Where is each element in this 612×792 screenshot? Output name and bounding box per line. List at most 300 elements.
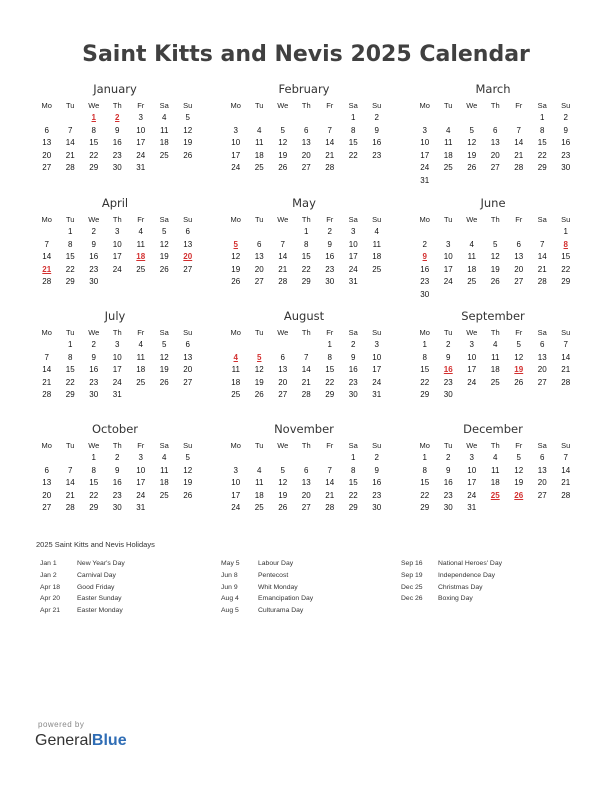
holiday-date: Jun 8 xyxy=(221,571,238,579)
day-cell: 6 xyxy=(304,465,309,475)
day-cell: 29 xyxy=(348,503,358,513)
day-cell: 18 xyxy=(159,478,169,488)
day-cell: 5 xyxy=(185,113,190,122)
day-cell: 11 xyxy=(372,239,381,249)
day-cell: 20 xyxy=(42,490,52,500)
empty-day-cell xyxy=(413,226,437,239)
day-cell: 12 xyxy=(490,252,500,262)
day-cell: 30 xyxy=(348,390,358,400)
month-days-grid xyxy=(35,439,195,515)
weekday-header: Fr xyxy=(326,328,334,337)
day-cell: 27 xyxy=(301,163,311,173)
holiday-row xyxy=(401,558,502,570)
weekday-header: We xyxy=(277,328,289,337)
day-cell: 18 xyxy=(159,138,169,148)
holiday-name: Carnival Day xyxy=(77,571,116,579)
day-cell: 3 xyxy=(374,340,379,349)
weekday-header: Fr xyxy=(137,441,145,450)
day-cell: 2 xyxy=(422,239,427,249)
weekday-header: Su xyxy=(183,441,193,450)
holidays-title: 2025 Saint Kitts and Nevis Holidays xyxy=(36,540,155,549)
weekday-header: Th xyxy=(112,215,122,224)
day-cell: 3 xyxy=(422,125,427,135)
day-cell: 26 xyxy=(490,277,500,287)
day-cell: 21 xyxy=(325,150,335,160)
day-cell: 14 xyxy=(42,365,52,375)
day-cell: 9 xyxy=(115,125,120,135)
day-cell: 12 xyxy=(514,465,524,475)
day-cell: 10 xyxy=(231,138,241,148)
day-cell: 18 xyxy=(490,365,500,375)
day-cell: 13 xyxy=(537,352,547,362)
weekday-header: Su xyxy=(372,101,382,110)
weekday-header: Su xyxy=(561,328,571,337)
day-cell: 30 xyxy=(112,163,122,173)
day-cell: 29 xyxy=(65,277,75,287)
day-cell: 25 xyxy=(159,150,169,160)
day-cell: 7 xyxy=(563,340,568,349)
day-cell: 17 xyxy=(348,252,358,262)
day-cell: 6 xyxy=(304,125,309,135)
weekday-header: Mo xyxy=(419,215,430,224)
day-cell: 20 xyxy=(42,150,52,160)
day-cell: 19 xyxy=(514,478,524,488)
holiday-day-cell: 5 xyxy=(233,239,238,249)
day-cell: 26 xyxy=(159,264,169,274)
weekday-header: Su xyxy=(183,215,193,224)
day-cell: 14 xyxy=(561,352,571,362)
holiday-day-cell: 9 xyxy=(422,252,427,262)
day-cell: 25 xyxy=(490,377,500,387)
holiday-row xyxy=(40,605,125,617)
day-cell: 6 xyxy=(540,453,545,462)
day-cell: 19 xyxy=(254,377,264,387)
day-cell: 8 xyxy=(422,352,427,362)
weekday-header: Mo xyxy=(41,215,52,224)
empty-day-cell xyxy=(318,452,342,465)
weekday-header: Fr xyxy=(137,101,145,110)
day-cell: 21 xyxy=(301,377,311,387)
weekday-header: Mo xyxy=(419,101,430,110)
day-cell: 29 xyxy=(561,277,571,287)
day-cell: 4 xyxy=(493,453,498,462)
weekday-header: Fr xyxy=(137,328,145,337)
day-cell: 21 xyxy=(514,150,524,160)
day-cell: 16 xyxy=(372,478,382,488)
day-cell: 19 xyxy=(183,138,193,148)
month-name: December xyxy=(463,422,523,436)
day-cell: 8 xyxy=(68,239,73,249)
month-days-grid xyxy=(224,439,384,515)
day-cell: 1 xyxy=(304,227,309,236)
holiday-name: Pentecost xyxy=(258,571,289,579)
month-days-grid xyxy=(413,213,573,302)
day-cell: 16 xyxy=(443,478,453,488)
day-cell: 25 xyxy=(231,390,241,400)
day-cell: 17 xyxy=(420,150,430,160)
weekday-header: Tu xyxy=(66,101,75,110)
day-cell: 12 xyxy=(183,465,193,475)
weekday-header: Fr xyxy=(326,101,334,110)
day-cell: 27 xyxy=(537,377,547,387)
day-cell: 23 xyxy=(561,150,571,160)
day-cell: 25 xyxy=(254,163,264,173)
month-block xyxy=(413,196,573,302)
month-days-grid xyxy=(413,439,573,515)
weekday-header: Sa xyxy=(537,215,547,224)
weekday-header: Mo xyxy=(230,441,241,450)
day-cell: 16 xyxy=(89,252,99,262)
day-cell: 27 xyxy=(42,163,52,173)
day-cell: 20 xyxy=(301,150,311,160)
holiday-date: Apr 18 xyxy=(40,583,61,591)
empty-day-cell xyxy=(271,226,295,239)
weekday-header: Tu xyxy=(66,215,75,224)
day-cell: 15 xyxy=(301,252,311,262)
day-cell: 16 xyxy=(420,264,430,274)
day-cell: 3 xyxy=(138,113,143,122)
day-cell: 20 xyxy=(301,490,311,500)
day-cell: 29 xyxy=(325,390,335,400)
day-cell: 12 xyxy=(183,125,193,135)
day-cell: 25 xyxy=(136,377,146,387)
weekday-header: Su xyxy=(561,215,571,224)
day-cell: 4 xyxy=(162,113,167,122)
day-cell: 30 xyxy=(325,277,335,287)
month-block xyxy=(35,422,195,515)
day-cell: 7 xyxy=(68,125,73,135)
weekday-header: Su xyxy=(372,215,382,224)
day-cell: 2 xyxy=(327,227,332,236)
weekday-header: Su xyxy=(183,328,193,337)
holiday-row xyxy=(401,593,502,605)
empty-day-cell xyxy=(295,452,319,465)
day-cell: 28 xyxy=(278,277,288,287)
day-cell: 15 xyxy=(89,138,99,148)
month-block xyxy=(413,309,573,402)
holiday-date: Apr 20 xyxy=(40,595,61,603)
day-cell: 30 xyxy=(561,163,571,173)
day-cell: 13 xyxy=(183,239,193,249)
day-cell: 23 xyxy=(443,377,453,387)
day-cell: 29 xyxy=(301,277,311,287)
powered-by-label: powered by xyxy=(38,720,85,729)
day-cell: 4 xyxy=(469,239,474,249)
day-cell: 18 xyxy=(136,365,146,375)
day-cell: 22 xyxy=(65,264,75,274)
day-cell: 15 xyxy=(537,138,547,148)
day-cell: 12 xyxy=(231,252,241,262)
day-cell: 11 xyxy=(491,465,500,475)
weekday-header: Mo xyxy=(41,441,52,450)
day-cell: 11 xyxy=(255,478,264,488)
empty-day-cell xyxy=(271,112,295,125)
weekday-header: We xyxy=(277,441,289,450)
holiday-day-cell: 8 xyxy=(563,239,568,249)
day-cell: 14 xyxy=(301,365,311,375)
day-cell: 2 xyxy=(351,340,356,349)
empty-day-cell xyxy=(318,112,342,125)
day-cell: 7 xyxy=(304,352,309,362)
day-cell: 19 xyxy=(278,490,288,500)
day-cell: 1 xyxy=(540,113,545,122)
day-cell: 17 xyxy=(136,138,146,148)
day-cell: 4 xyxy=(257,125,262,135)
empty-day-cell xyxy=(460,226,484,239)
holiday-row xyxy=(401,570,502,582)
month-name: March xyxy=(475,82,511,96)
day-cell: 1 xyxy=(351,113,356,122)
day-cell: 26 xyxy=(467,163,477,173)
day-cell: 24 xyxy=(420,163,430,173)
day-cell: 27 xyxy=(183,377,193,387)
day-cell: 8 xyxy=(304,239,309,249)
day-cell: 22 xyxy=(325,377,335,387)
day-cell: 20 xyxy=(183,365,193,375)
month-days-grid xyxy=(413,99,573,188)
day-cell: 22 xyxy=(561,264,571,274)
empty-day-cell xyxy=(271,339,295,352)
day-cell: 7 xyxy=(44,239,49,249)
day-cell: 7 xyxy=(563,453,568,462)
day-cell: 19 xyxy=(159,365,169,375)
empty-day-cell xyxy=(224,452,248,465)
holiday-row xyxy=(221,605,313,617)
weekday-header: Sa xyxy=(348,441,358,450)
day-cell: 22 xyxy=(420,490,430,500)
weekday-header: Fr xyxy=(515,101,523,110)
day-cell: 25 xyxy=(467,277,477,287)
day-cell: 23 xyxy=(372,150,382,160)
day-cell: 31 xyxy=(372,390,382,400)
empty-day-cell xyxy=(224,339,248,352)
day-cell: 19 xyxy=(490,264,500,274)
day-cell: 5 xyxy=(162,227,167,236)
day-cell: 30 xyxy=(89,277,99,287)
day-cell: 17 xyxy=(112,365,122,375)
day-cell: 23 xyxy=(348,377,358,387)
day-cell: 7 xyxy=(44,352,49,362)
weekday-header: Tu xyxy=(444,441,453,450)
day-cell: 10 xyxy=(136,125,146,135)
day-cell: 8 xyxy=(351,125,356,135)
day-cell: 28 xyxy=(537,277,547,287)
day-cell: 27 xyxy=(42,503,52,513)
day-cell: 6 xyxy=(493,125,498,135)
day-cell: 3 xyxy=(469,340,474,349)
day-cell: 6 xyxy=(185,340,190,349)
day-cell: 24 xyxy=(467,377,477,387)
day-cell: 6 xyxy=(44,465,49,475)
day-cell: 23 xyxy=(443,490,453,500)
day-cell: 17 xyxy=(372,365,382,375)
holiday-day-cell: 5 xyxy=(257,352,262,362)
month-block xyxy=(35,309,195,402)
day-cell: 13 xyxy=(42,478,52,488)
weekday-header: Fr xyxy=(515,215,523,224)
day-cell: 18 xyxy=(254,150,264,160)
day-cell: 15 xyxy=(348,138,358,148)
weekday-header: Su xyxy=(561,441,571,450)
day-cell: 2 xyxy=(91,340,96,349)
holiday-name: National Heroes' Day xyxy=(438,560,503,567)
day-cell: 11 xyxy=(231,365,240,375)
day-cell: 16 xyxy=(89,365,99,375)
weekday-header: Th xyxy=(490,328,500,337)
empty-day-cell xyxy=(248,339,272,352)
day-cell: 14 xyxy=(514,138,524,148)
day-cell: 27 xyxy=(514,277,524,287)
day-cell: 5 xyxy=(516,453,521,462)
day-cell: 4 xyxy=(446,125,451,135)
day-cell: 26 xyxy=(278,163,288,173)
day-cell: 8 xyxy=(351,465,356,475)
day-cell: 15 xyxy=(89,478,99,488)
empty-day-cell xyxy=(460,112,484,125)
day-cell: 8 xyxy=(91,465,96,475)
day-cell: 26 xyxy=(254,390,264,400)
day-cell: 6 xyxy=(540,340,545,349)
day-cell: 9 xyxy=(327,239,332,249)
day-cell: 3 xyxy=(115,340,120,349)
day-cell: 3 xyxy=(233,125,238,135)
weekday-header: Tu xyxy=(444,101,453,110)
holiday-row xyxy=(221,570,313,582)
weekday-header: Sa xyxy=(348,215,358,224)
month-name: November xyxy=(274,422,334,436)
holiday-row xyxy=(401,582,502,594)
day-cell: 3 xyxy=(233,465,238,475)
holiday-name: Easter Sunday xyxy=(77,595,122,603)
day-cell: 3 xyxy=(351,227,356,236)
day-cell: 2 xyxy=(115,453,120,462)
empty-day-cell xyxy=(507,226,531,239)
day-cell: 30 xyxy=(372,503,382,513)
holiday-row xyxy=(221,558,313,570)
weekday-header: Fr xyxy=(515,328,523,337)
day-cell: 22 xyxy=(301,264,311,274)
day-cell: 5 xyxy=(162,340,167,349)
day-cell: 14 xyxy=(561,465,571,475)
day-cell: 15 xyxy=(65,252,75,262)
holiday-date: Aug 5 xyxy=(221,607,239,615)
day-cell: 31 xyxy=(348,277,358,287)
day-cell: 24 xyxy=(112,264,122,274)
weekday-header: Sa xyxy=(159,215,169,224)
day-cell: 1 xyxy=(68,227,73,236)
day-cell: 13 xyxy=(514,252,524,262)
day-cell: 9 xyxy=(374,465,379,475)
weekday-header: Sa xyxy=(159,328,169,337)
day-cell: 5 xyxy=(280,465,285,475)
weekday-header: We xyxy=(466,441,478,450)
day-cell: 15 xyxy=(561,252,571,262)
day-cell: 21 xyxy=(561,365,571,375)
day-cell: 20 xyxy=(278,377,288,387)
day-cell: 26 xyxy=(183,490,193,500)
month-name: February xyxy=(278,82,330,96)
weekday-header: Sa xyxy=(159,441,169,450)
day-cell: 5 xyxy=(493,239,498,249)
day-cell: 5 xyxy=(185,453,190,462)
day-cell: 24 xyxy=(443,277,453,287)
weekday-header: Sa xyxy=(537,328,547,337)
day-cell: 21 xyxy=(42,377,52,387)
holiday-day-cell: 16 xyxy=(443,365,453,375)
weekday-header: Mo xyxy=(41,328,52,337)
day-cell: 27 xyxy=(490,163,500,173)
day-cell: 14 xyxy=(278,252,288,262)
day-cell: 8 xyxy=(327,352,332,362)
day-cell: 11 xyxy=(136,239,145,249)
holiday-day-cell: 21 xyxy=(42,264,52,274)
day-cell: 27 xyxy=(301,503,311,513)
day-cell: 28 xyxy=(65,163,75,173)
day-cell: 24 xyxy=(348,264,358,274)
day-cell: 25 xyxy=(136,264,146,274)
day-cell: 10 xyxy=(467,352,477,362)
day-cell: 18 xyxy=(254,490,264,500)
day-cell: 11 xyxy=(160,465,169,475)
day-cell: 16 xyxy=(372,138,382,148)
day-cell: 25 xyxy=(159,490,169,500)
day-cell: 12 xyxy=(467,138,477,148)
day-cell: 17 xyxy=(231,490,241,500)
empty-day-cell xyxy=(531,226,555,239)
day-cell: 28 xyxy=(42,277,52,287)
day-cell: 24 xyxy=(136,150,146,160)
day-cell: 7 xyxy=(327,465,332,475)
day-cell: 12 xyxy=(278,138,288,148)
day-cell: 2 xyxy=(446,453,451,462)
weekday-header: Fr xyxy=(137,215,145,224)
holiday-name: Christmas Day xyxy=(438,583,483,591)
day-cell: 23 xyxy=(325,264,335,274)
holiday-day-cell: 19 xyxy=(514,365,524,375)
weekday-header: Sa xyxy=(537,101,547,110)
day-cell: 18 xyxy=(372,252,382,262)
weekday-header: Mo xyxy=(230,328,241,337)
holiday-row xyxy=(40,582,125,594)
holiday-date: Jun 9 xyxy=(221,583,238,591)
day-cell: 30 xyxy=(443,390,453,400)
day-cell: 28 xyxy=(325,163,335,173)
weekday-header: Th xyxy=(490,215,500,224)
month-name: August xyxy=(283,309,325,323)
holiday-row xyxy=(40,558,125,570)
holiday-day-cell: 4 xyxy=(233,352,238,362)
day-cell: 21 xyxy=(561,478,571,488)
day-cell: 9 xyxy=(91,352,96,362)
day-cell: 13 xyxy=(537,465,547,475)
day-cell: 11 xyxy=(255,138,264,148)
day-cell: 10 xyxy=(372,352,382,362)
weekday-header: Th xyxy=(301,441,311,450)
weekday-header: We xyxy=(466,328,478,337)
holiday-name: New Year's Day xyxy=(77,560,125,567)
day-cell: 2 xyxy=(446,340,451,349)
day-cell: 9 xyxy=(563,125,568,135)
holiday-day-cell: 25 xyxy=(490,490,500,500)
day-cell: 10 xyxy=(112,239,122,249)
holiday-name: Independence Day xyxy=(438,571,496,579)
day-cell: 13 xyxy=(301,478,311,488)
day-cell: 2 xyxy=(91,227,96,236)
month-days-grid xyxy=(35,213,195,289)
day-cell: 6 xyxy=(516,239,521,249)
empty-day-cell xyxy=(35,226,59,239)
day-cell: 18 xyxy=(443,150,453,160)
